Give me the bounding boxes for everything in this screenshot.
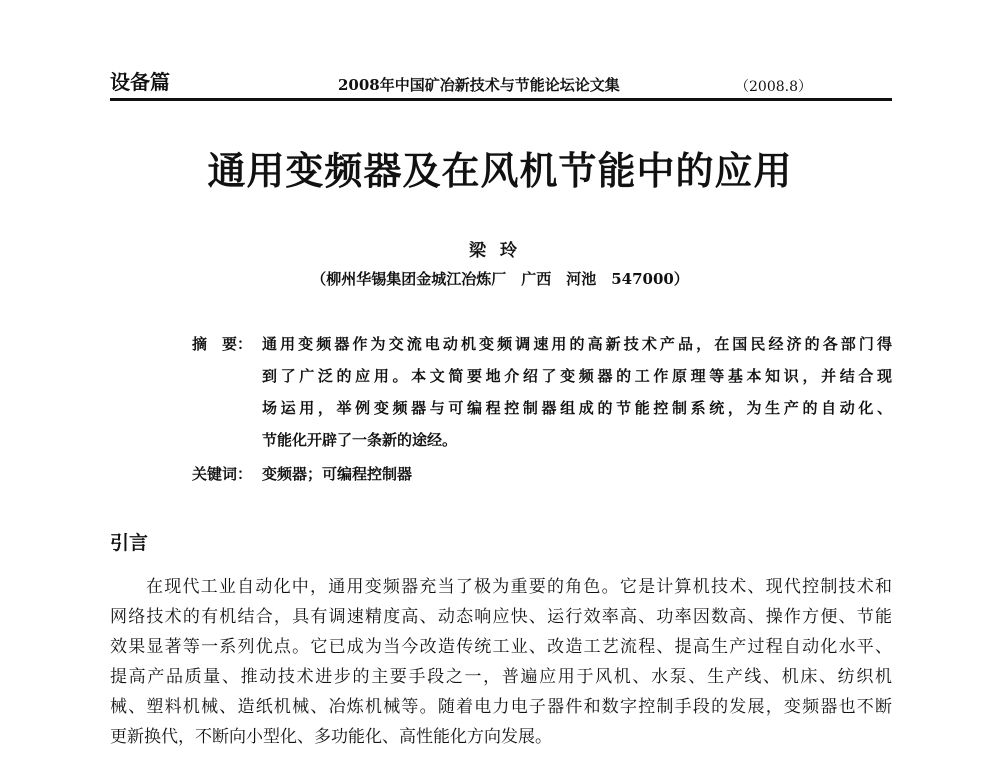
body-line: 更新换代，不断向小型化、多功能化、高性能化方向发展。	[110, 727, 552, 747]
abstract-line: 场运用，举例变频器与可编程控制器组成的节能控制系统，为生产的自动化、	[262, 399, 892, 417]
body-line: 在现代工业自动化中，通用变频器充当了极为重要的角色。它是计算机技术、现代控制技术和	[146, 577, 892, 597]
abstract-line: 到了广泛的应用。本文简要地介绍了变频器的工作原理等基本知识，并结合现	[262, 367, 892, 385]
header-rule	[110, 98, 892, 101]
body-line: 械、塑料机械、造纸机械、冶炼机械等。随着电力电子器件和数字控制手段的发展，变频器也不断	[110, 697, 892, 717]
body-line: 网络技术的有机结合，具有调速精度高、动态响应快、运行效率高、功率因数高、操作方便、节能	[110, 607, 892, 627]
abstract-line: 通用变频器作为交流电动机变频调速用的高新技术产品，在国民经济的各部门得	[262, 335, 892, 353]
keywords: 变频器；可编程控制器	[262, 465, 413, 483]
body-line: 提高产品质量、推动技术进步的主要手段之一，普遍应用于风机、水泵、生产线、机床、纺织机	[110, 667, 892, 687]
author: 梁玲	[469, 241, 531, 261]
abstract-line: 节能化开辟了一条新的途经。	[262, 431, 458, 449]
keywords-label: 关键词：	[192, 465, 253, 483]
abstract-label: 摘 要：	[192, 335, 253, 353]
publication-date: （2008.8）	[735, 79, 812, 95]
body-line: 效果显著等一系列优点。它已成为当今改造传统工业、改造工艺流程、提高生产过程自动化水平、	[110, 637, 892, 657]
section-label: 设备篇	[110, 70, 170, 94]
affiliation: （柳州华锡集团金城江冶炼厂 广西 河池 547000）	[311, 270, 689, 288]
journal-title: 2008年中国矿冶新技术与节能论坛论文集	[338, 76, 620, 94]
section-heading: 引言	[110, 532, 149, 554]
paper-title: 通用变频器及在风机节能中的应用	[207, 148, 793, 193]
